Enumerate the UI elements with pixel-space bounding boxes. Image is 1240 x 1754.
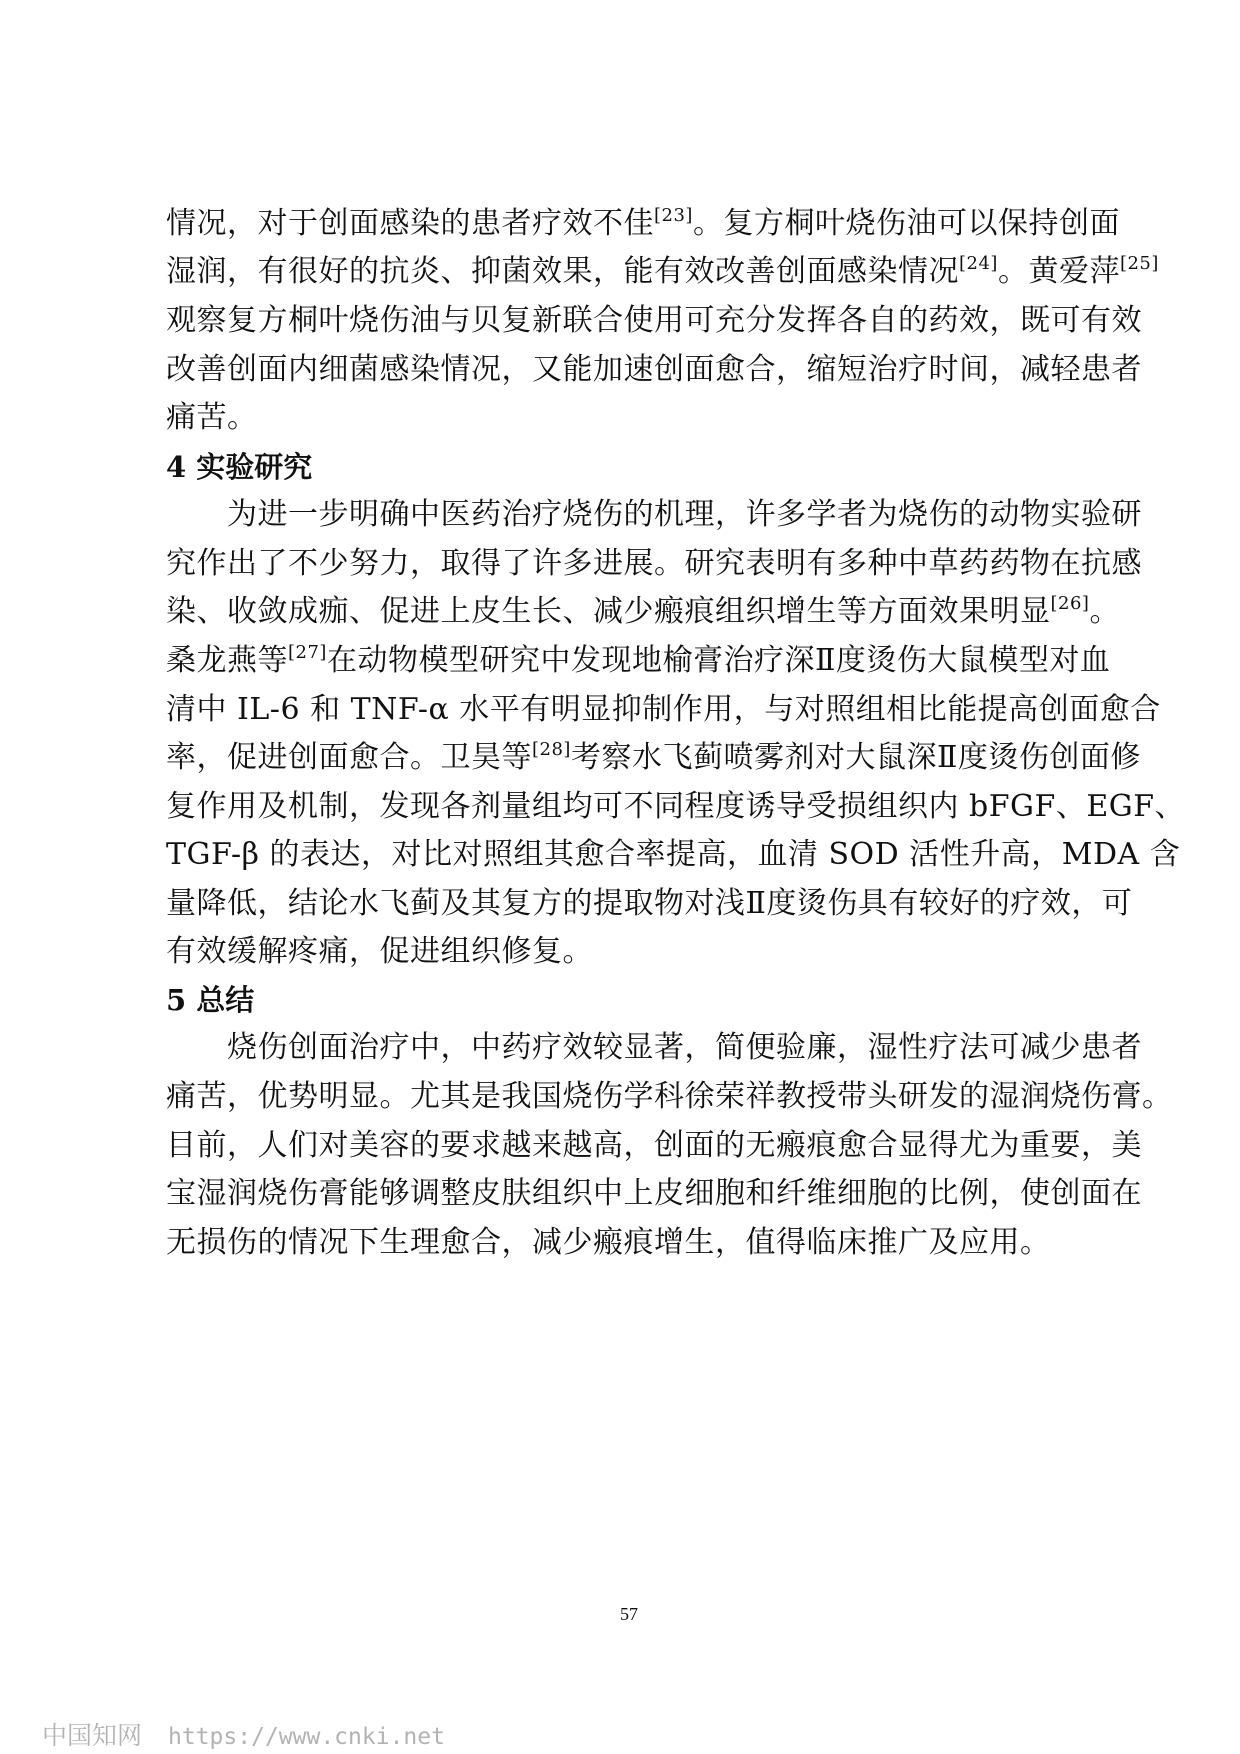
section-heading: 5 总结 bbox=[166, 983, 255, 1017]
text-line: 痛苦。 bbox=[166, 400, 258, 435]
text-line: 无损伤的情况下生理愈合，减少瘢痕增生，值得临床推广及应用。 bbox=[166, 1225, 1051, 1260]
text-line: 观察复方桐叶烧伤油与贝复新联合使用可充分发挥各自的药效，既可有效 bbox=[166, 303, 1142, 338]
text-line: 量降低，结论水飞蓟及其复方的提取物对浅Ⅱ度烫伤具有较好的疗效，可 bbox=[166, 886, 1133, 921]
watermark-url: https://www.cnki.net bbox=[168, 1724, 445, 1750]
citation: [28] bbox=[532, 739, 571, 760]
watermark bbox=[42, 1716, 445, 1752]
text-line: 痛苦，优势明显。尤其是我国烧伤学科徐荣祥教授带头研发的湿润烧伤膏。 bbox=[166, 1079, 1173, 1114]
text-line: 究作出了不少努力，取得了许多进展。研究表明有多种中草药药物在抗感 bbox=[166, 546, 1142, 581]
text-line: 染、收敛成痂、促进上皮生长、减少瘢痕组织增生等方面效果明显[26]。 bbox=[166, 593, 1120, 629]
citation: [23] bbox=[654, 205, 693, 226]
citation: [25] bbox=[1119, 253, 1159, 274]
text-line: 改善创面内细菌感染情况，又能加速创面愈合，缩短治疗时间，减轻患者 bbox=[166, 352, 1142, 387]
text-line: 清中 IL-6 和 TNF-α 水平有明显抑制作用，与对照组相比能提高创面愈合 bbox=[166, 692, 1161, 727]
section-heading: 4 实验研究 bbox=[166, 450, 313, 484]
text-line: 为进一步明确中医药治疗烧伤的机理，许多学者为烧伤的动物实验研 bbox=[166, 497, 1142, 532]
text-line: 率，促进创面愈合。卫昊等[28]考察水飞蓟喷雾剂对大鼠深Ⅱ度烫伤创面修 bbox=[166, 739, 1141, 775]
citation: [24] bbox=[959, 253, 998, 274]
citation: [27] bbox=[288, 642, 327, 663]
text-line: 有效缓解疼痛，促进组织修复。 bbox=[166, 934, 593, 969]
watermark-text: 中国知网 bbox=[42, 1721, 143, 1750]
text-line: 湿润，有很好的抗炎、抑菌效果，能有效改善创面感染情况[24]。黄爱萍[25] bbox=[166, 253, 1159, 289]
text-line: 宝湿润烧伤膏能够调整皮肤组织中上皮细胞和纤维细胞的比例，使创面在 bbox=[166, 1176, 1142, 1211]
text-line: 复作用及机制，发现各剂量组均可不同程度诱导受损组织内 bFGF、EGF、 bbox=[166, 789, 1186, 824]
citation: [26] bbox=[1050, 593, 1090, 614]
page-number: 57 bbox=[620, 1604, 638, 1624]
text-line: TGF-β 的表达，对比对照组其愈合率提高，血清 SOD 活性升高，MDA 含 bbox=[166, 837, 1181, 872]
text-line: 情况，对于创面感染的患者疗效不佳[23]。复方桐叶烧伤油可以保持创面 bbox=[166, 205, 1120, 241]
text-line: 目前，人们对美容的要求越来越高，创面的无瘢痕愈合显得尤为重要，美 bbox=[166, 1128, 1142, 1163]
text-line: 桑龙燕等[27]在动物模型研究中发现地榆膏治疗深Ⅱ度烫伤大鼠模型对血 bbox=[166, 642, 1111, 678]
text-line: 烧伤创面治疗中，中药疗效较显著，简便验廉，湿性疗法可减少患者 bbox=[166, 1030, 1142, 1065]
